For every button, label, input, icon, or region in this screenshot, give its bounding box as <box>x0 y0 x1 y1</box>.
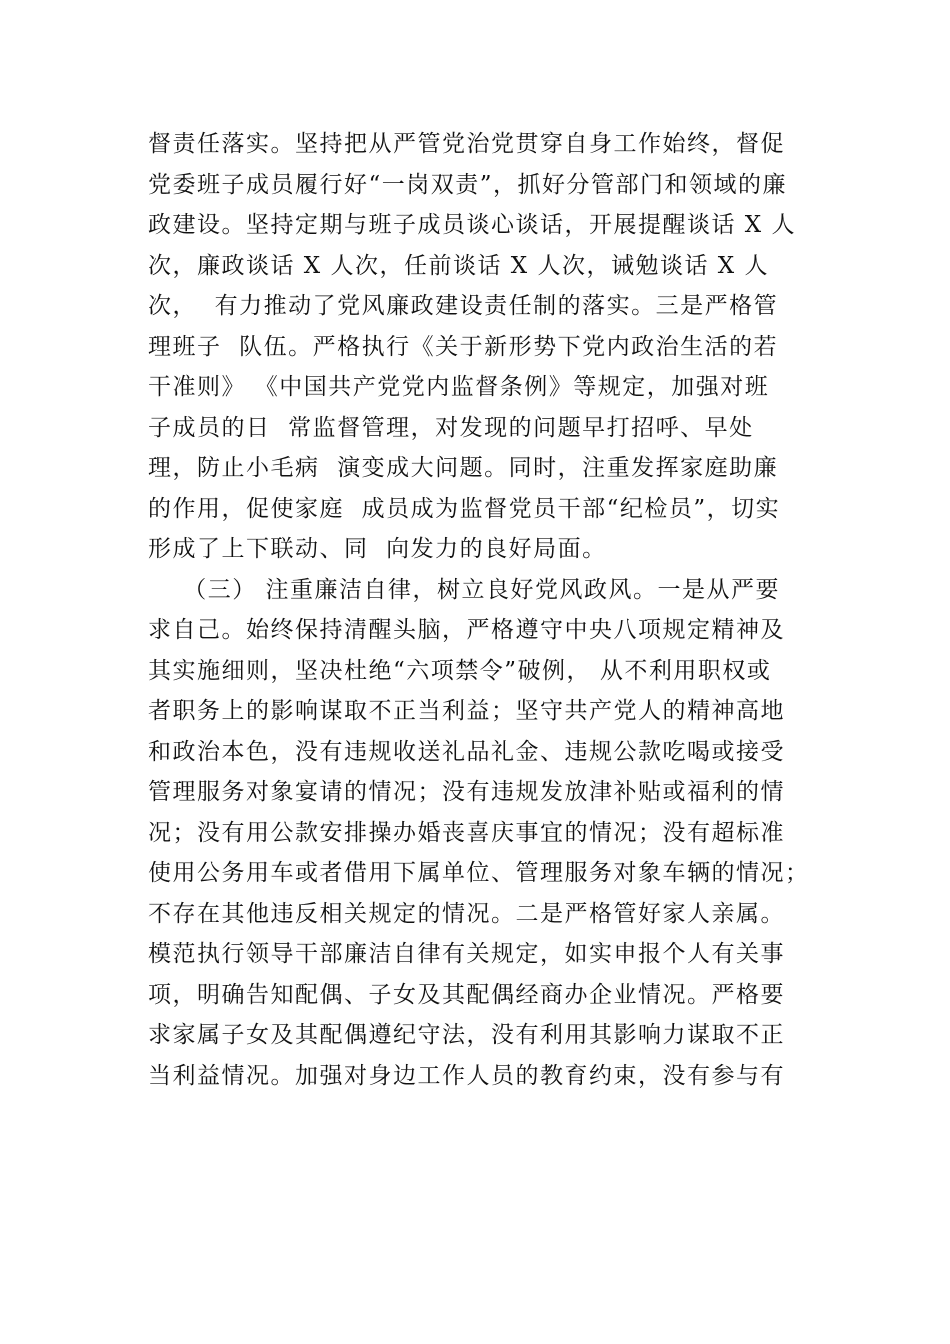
section-heading-line: （三） 注重廉洁自律，树立良好党风政风。一是从严要 <box>148 576 781 603</box>
text-line-18: 况；没有用公款安排操办婚丧喜庆事宜的情况；没有超标准 <box>148 819 785 846</box>
text-line-17: 管理服务对象宴请的情况；没有违规发放津补贴或福利的情 <box>148 779 785 805</box>
text-line-4: 次，廉政谈话 X 人次，任前谈话 X 人次，诫勉谈话 X 人 <box>148 252 769 279</box>
text-line-2: 党委班子成员履行好“一岗双责”，抓好分管部门和领域的廉 <box>148 171 788 198</box>
text-line-21: 模范执行领导干部廉洁自律有关规定，如实申报个人有关事 <box>148 941 785 967</box>
text-line-16: 和政治本色，没有违规收送礼品礼金、违规公款吃喝或接受 <box>148 738 785 765</box>
text-line-23: 求家属子女及其配偶遵纪守法，没有利用其影响力谋取不正 <box>148 1022 785 1048</box>
text-line-1: 督责任落实。坚持把从严管党治党贯穿自身工作始终，督促 <box>148 131 785 157</box>
text-line-19: 使用公务用车或者借用下属单位、管理服务对象车辆的情况； <box>148 860 810 886</box>
text-line-13: 求自己。始终保持清醒头脑，严格遵守中央八项规定精神及 <box>148 617 785 643</box>
text-line-24: 当利益情况。加强对身边工作人员的教育约束，没有参与有 <box>148 1062 785 1089</box>
document-body <box>148 124 838 1096</box>
text-line-6: 理班子 队伍。严格执行《关于新形势下党内政治生活的若 <box>148 333 779 360</box>
text-line-5: 次， 有力推动了党风廉政建设责任制的落实。三是严格管 <box>148 293 779 319</box>
text-line-14: 其实施细则，坚决杜绝“六项禁令”破例， 从不利用职权或 <box>148 657 772 684</box>
text-line-8: 子成员的日 常监督管理，对发现的问题早打招呼、早处 <box>148 414 754 441</box>
text-line-15: 者职务上的影响谋取不正当利益；坚守共产党人的精神高地 <box>148 698 785 724</box>
text-line-7: 干准则》 《中国共产党党内监督条例》等规定，加强对班 <box>148 374 770 400</box>
text-line-20: 不存在其他违反相关规定的情况。二是严格管好家人亲属。 <box>148 900 785 927</box>
text-line-9: 理，防止小毛病 演变成大问题。同时，注重发挥家庭助廉 <box>148 455 779 481</box>
text-line-10: 的作用，促使家庭 成员成为监督党员干部“纪检员”，切实 <box>148 495 781 522</box>
text-line-3: 政建设。坚持定期与班子成员谈心谈话，开展提醒谈话 X 人 <box>148 212 796 238</box>
text-line-22: 项，明确告知配偶、子女及其配偶经商办企业情况。严格要 <box>148 981 785 1008</box>
text-line-11: 形成了上下联动、同 向发力的良好局面。 <box>148 536 607 562</box>
